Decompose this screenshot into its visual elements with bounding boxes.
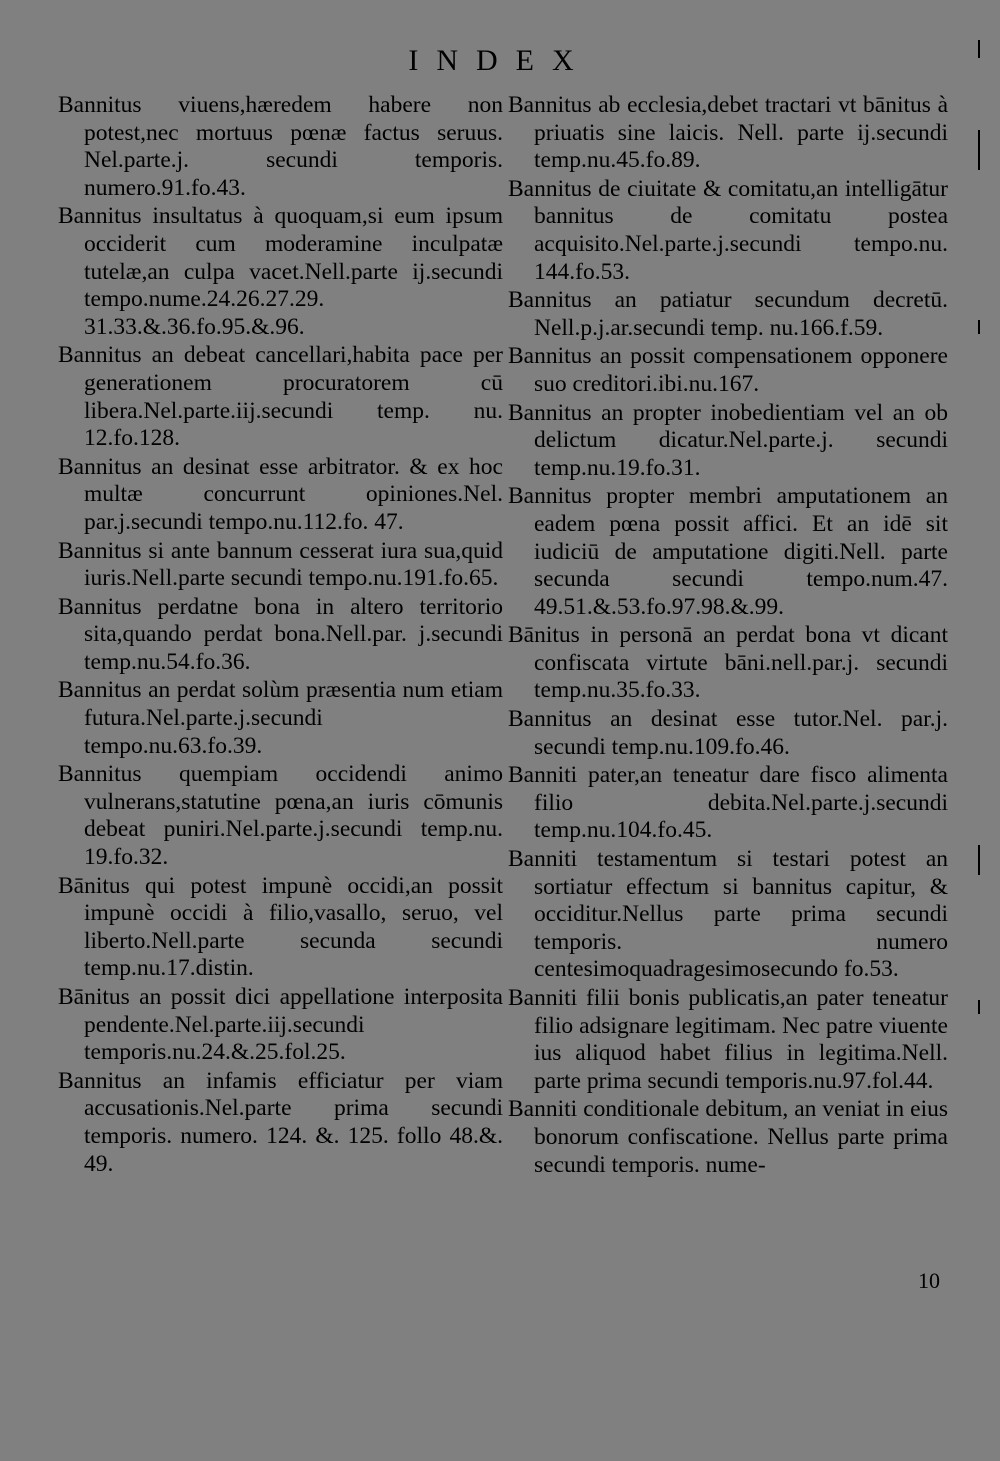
index-entry: Bannitus an desinat esse tutor.Nel. par.j. secundi temp.nu.109.fo.46.: [508, 706, 948, 760]
index-entry: Bannitus an infamis efficiatur per viam accusationis.Nel.parte prima secundi temporis. numero. 124. &. 125. follo 48.&. 49.: [58, 1067, 503, 1177]
page-edge-mark: [978, 1000, 980, 1014]
index-entry: Bannitus an propter inobedientiam vel an ob delictum dicatur.Nel.parte.j. secundi temp.nu.19.fo.31.: [508, 399, 948, 481]
page-edge-mark: [978, 320, 980, 334]
page-title: INDEX: [408, 44, 592, 77]
index-entry: Bānitus qui potest impunè occidi,an possit impunè occidi à filio,vasallo, seruo, vel liberto.Nell.parte secunda secundi temp.nu.17.distin.: [58, 872, 503, 982]
index-entry: Bannitus ab ecclesia,debet tractari vt bānitus à priuatis sine laicis. Nell. parte ij.secundi temp.nu.45.fo.89.: [508, 92, 948, 174]
index-entry: Bannitus quempiam occidendi animo vulnerans,statutine pœna,an iuris cōmunis debeat puniri.Nel.parte.j.secundi temp.nu. 19.fo.32.: [58, 761, 503, 871]
index-column-left: [58, 92, 503, 1179]
index-entry: Bannitus an debeat cancellari,habita pace per generationem procuratorem cū libera.Nel.parte.iij.secundi temp. nu. 12.fo.128.: [58, 342, 503, 452]
index-entry: Bannitus propter membri amputationem an eadem pœna possit affici. Et an idē sit iudiciū de amputatione digiti.Nell. parte secunda secundi tempo.num.47. 49.51.&.53.fo.97.98.&.99.: [508, 483, 948, 620]
index-entry: Bannitus an possit compensationem opponere suo creditori.ibi.nu.167.: [508, 343, 948, 397]
index-entry: Bānitus in personā an perdat bona vt dicant confiscata virtute bāni.nell.par.j. secundi temp.nu.35.fo.33.: [508, 622, 948, 704]
page-edge-mark: [978, 40, 980, 58]
index-entry: Bannitus viuens,hæredem habere non potest,nec mortuus pœnæ factus seruus. Nel.parte.j. secundi temporis. numero.91.fo.43.: [58, 92, 503, 201]
index-entry: Bannitus an patiatur secundum decretū. Nell.p.j.ar.secundi temp. nu.166.f.59.: [508, 287, 948, 341]
index-entry: Bānitus an possit dici appellatione interposita pendente.Nel.parte.iij.secundi temporis.nu.24.&.25.fol.25.: [58, 984, 503, 1066]
index-column-right: [508, 92, 948, 1180]
index-entry: Banniti filii bonis publicatis,an pater teneatur filio adsignare legitimam. Nec patre viuente ius aliquod habet filius in legitima.Nell. parte prima secundi temporis.nu.97.fol.44.: [508, 985, 948, 1094]
index-entry: Bannitus perdatne bona in altero territorio sita,quando perdat bona.Nell.par. j.secundi temp.nu.54.fo.36.: [58, 593, 503, 675]
page-edge-mark: [978, 130, 980, 170]
index-entry: Banniti pater,an teneatur dare fisco alimenta filio debita.Nel.parte.j.secundi temp.nu.104.fo.45.: [508, 762, 948, 844]
page-edge-mark: [978, 845, 980, 875]
index-entry: Banniti testamentum si testari potest an sortiatur effectum si bannitus capitur, & occiditur.Nellus parte prima secundi temporis. numero centesimoquadragesimosecundo fo.53.: [508, 846, 948, 983]
index-entry: Bannitus an desinat esse arbitrator. & ex hoc multæ concurrunt opiniones.Nel. par.j.secundi tempo.nu.112.fo. 47.: [58, 453, 503, 535]
index-entry: Banniti conditionale debitum, an veniat in eius bonorum confiscatione. Nellus parte prima secundi temporis. nume-: [508, 1096, 948, 1178]
index-entry: Bannitus de ciuitate & comitatu,an intelligātur bannitus de comitatu postea acquisito.Nel.parte.j.secundi tempo.nu. 144.fo.53.: [508, 175, 948, 285]
folio-number: 10: [918, 1268, 940, 1293]
index-entry: Bannitus insultatus à quoquam,si eum ipsum occiderit cum moderamine inculpatæ tutelæ,an culpa vacet.Nell.parte ij.secundi tempo.nume.24.26.27.29. 31.33.&.36.fo.95.&.96.: [58, 203, 503, 340]
index-entry: Bannitus an perdat solùm præsentia num etiam futura.Nel.parte.j.secundi tempo.nu.63.fo.39.: [58, 677, 503, 759]
index-entry: Bannitus si ante bannum cesserat iura sua,quid iuris.Nell.parte secundi tempo.nu.191.fo.65.: [58, 537, 503, 592]
